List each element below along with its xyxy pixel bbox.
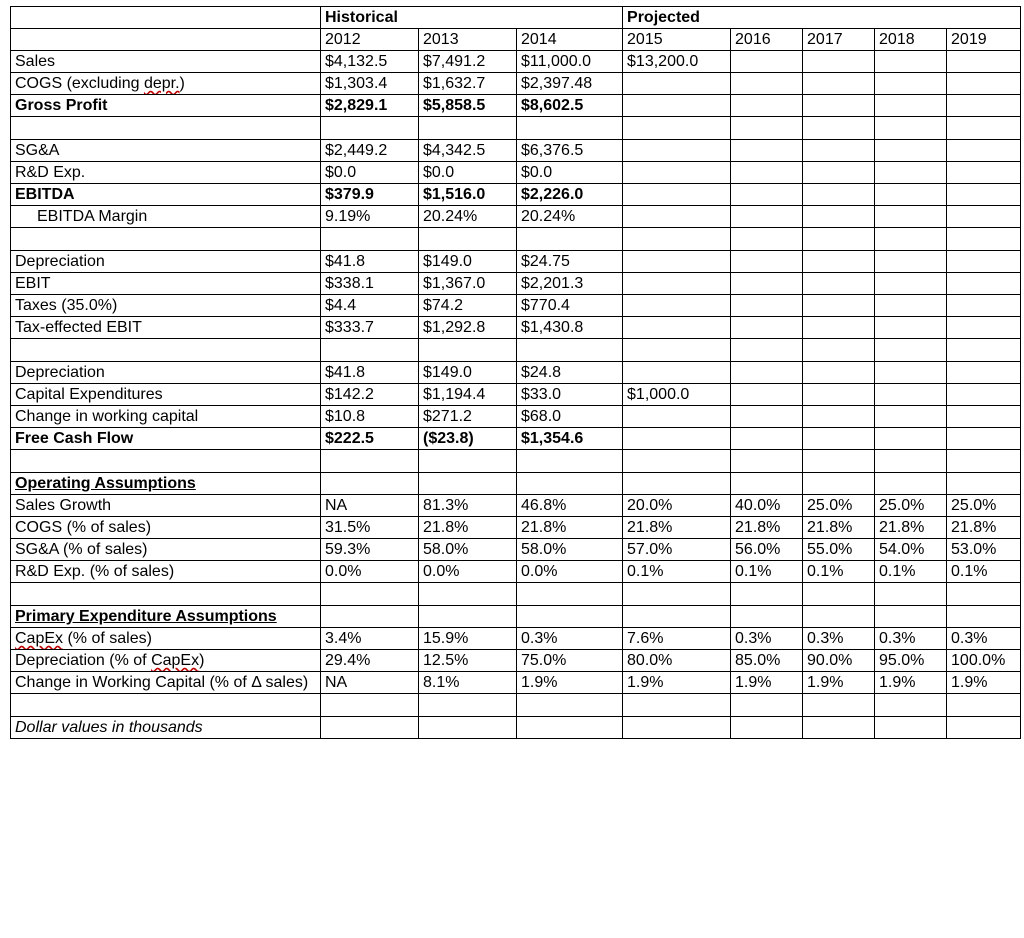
cell: 0.3% [803, 628, 875, 650]
cell: 0.3% [947, 628, 1021, 650]
cell: 53.0% [947, 539, 1021, 561]
cell: 21.8% [803, 517, 875, 539]
cell: NA [321, 672, 419, 694]
cell: $338.1 [321, 273, 419, 295]
cell: $0.0 [419, 162, 517, 184]
row-label: Change in Working Capital (% of Δ sales) [11, 672, 321, 694]
cell: 15.9% [419, 628, 517, 650]
spacer-row [11, 339, 1021, 362]
cell: $10.8 [321, 406, 419, 428]
cell: $2,449.2 [321, 140, 419, 162]
cell: 21.8% [947, 517, 1021, 539]
spacer-row [11, 450, 1021, 473]
cell: $4,132.5 [321, 51, 419, 73]
table-row [11, 384, 1021, 406]
cell: $379.9 [321, 184, 419, 206]
cell: 1.9% [947, 672, 1021, 694]
row-label: SG&A (% of sales) [11, 539, 321, 561]
cell: 0.0% [517, 561, 623, 583]
cell: 12.5% [419, 650, 517, 672]
year-2013: 2013 [419, 29, 517, 51]
table-row [11, 206, 1021, 228]
cell: 29.4% [321, 650, 419, 672]
cell: $2,201.3 [517, 273, 623, 295]
table-row [11, 539, 1021, 561]
cell: $68.0 [517, 406, 623, 428]
table-row [11, 650, 1021, 672]
cell: 0.0% [321, 561, 419, 583]
year-2019: 2019 [947, 29, 1021, 51]
cell: $5,858.5 [419, 95, 517, 117]
cell: 0.1% [947, 561, 1021, 583]
cell: 0.3% [875, 628, 947, 650]
row-label: Sales [11, 51, 321, 73]
row-label: Capital Expenditures [11, 384, 321, 406]
row-label: Tax-effected EBIT [11, 317, 321, 339]
financial-table [10, 6, 1021, 739]
cell: 80.0% [623, 650, 731, 672]
cell: 21.8% [517, 517, 623, 539]
cell: 46.8% [517, 495, 623, 517]
table-row [11, 317, 1021, 339]
cell: 25.0% [875, 495, 947, 517]
spacer-row [11, 228, 1021, 251]
cell: 20.24% [517, 206, 623, 228]
cell: 55.0% [803, 539, 875, 561]
section-header-row [11, 473, 1021, 495]
cell: $1,516.0 [419, 184, 517, 206]
cell: $222.5 [321, 428, 419, 450]
table-row [11, 51, 1021, 73]
cell: $2,829.1 [321, 95, 419, 117]
cell: $0.0 [321, 162, 419, 184]
table-row [11, 495, 1021, 517]
year-2012: 2012 [321, 29, 419, 51]
cell: ($23.8) [419, 428, 517, 450]
row-label: EBIT [11, 273, 321, 295]
cell: 0.3% [731, 628, 803, 650]
table-row [11, 73, 1021, 95]
cell: 21.8% [419, 517, 517, 539]
cell: 25.0% [803, 495, 875, 517]
cell: 95.0% [875, 650, 947, 672]
row-label: Sales Growth [11, 495, 321, 517]
cell: $2,397.48 [517, 73, 623, 95]
cell: 31.5% [321, 517, 419, 539]
cell: 21.8% [875, 517, 947, 539]
cell: 54.0% [875, 539, 947, 561]
section-header-row [11, 606, 1021, 628]
row-label: COGS (excluding depr.) [11, 73, 321, 95]
cell: $4,342.5 [419, 140, 517, 162]
cell: 9.19% [321, 206, 419, 228]
year-2018: 2018 [875, 29, 947, 51]
cell: 20.24% [419, 206, 517, 228]
footnote: Dollar values in thousands [11, 717, 321, 739]
cell: $24.75 [517, 251, 623, 273]
table-row [11, 273, 1021, 295]
cell: NA [321, 495, 419, 517]
row-label: Change in working capital [11, 406, 321, 428]
row-label: COGS (% of sales) [11, 517, 321, 539]
row-label: Depreciation [11, 251, 321, 273]
row-label: EBITDA [11, 184, 321, 206]
cell: 1.9% [517, 672, 623, 694]
table-row [11, 672, 1021, 694]
row-label: R&D Exp. (% of sales) [11, 561, 321, 583]
operating-assumptions-title: Operating Assumptions [11, 473, 321, 495]
cell: $1,430.8 [517, 317, 623, 339]
year-2016: 2016 [731, 29, 803, 51]
row-label: CapEx (% of sales) [11, 628, 321, 650]
row-label: SG&A [11, 140, 321, 162]
cell: $1,354.6 [517, 428, 623, 450]
cell: $13,200.0 [623, 51, 731, 73]
spacer-row [11, 694, 1021, 717]
year-2014: 2014 [517, 29, 623, 51]
cell: $2,226.0 [517, 184, 623, 206]
cell: $271.2 [419, 406, 517, 428]
table-row [11, 251, 1021, 273]
row-label: R&D Exp. [11, 162, 321, 184]
cell: 0.0% [419, 561, 517, 583]
cell: 40.0% [731, 495, 803, 517]
cell: 81.3% [419, 495, 517, 517]
row-label: Gross Profit [11, 95, 321, 117]
cell: 20.0% [623, 495, 731, 517]
cell: $33.0 [517, 384, 623, 406]
year-2017: 2017 [803, 29, 875, 51]
cell: 58.0% [517, 539, 623, 561]
row-label: Depreciation (% of CapEx) [11, 650, 321, 672]
cell: $74.2 [419, 295, 517, 317]
row-label: Depreciation [11, 362, 321, 384]
spacer-row [11, 583, 1021, 606]
cell: $1,292.8 [419, 317, 517, 339]
cell: $7,491.2 [419, 51, 517, 73]
footnote-row [11, 717, 1021, 739]
table-row [11, 95, 1021, 117]
cell: 3.4% [321, 628, 419, 650]
cell: 0.3% [517, 628, 623, 650]
cell: $41.8 [321, 362, 419, 384]
table-row [11, 406, 1021, 428]
cell: 57.0% [623, 539, 731, 561]
row-label: EBITDA Margin [11, 206, 321, 228]
table-row [11, 628, 1021, 650]
header-years-row [11, 29, 1021, 51]
cell: 7.6% [623, 628, 731, 650]
row-label: Free Cash Flow [11, 428, 321, 450]
cell: $149.0 [419, 362, 517, 384]
cell: 0.1% [803, 561, 875, 583]
cell: 21.8% [731, 517, 803, 539]
year-2015: 2015 [623, 29, 731, 51]
cell: 1.9% [731, 672, 803, 694]
table-row [11, 295, 1021, 317]
cell: $24.8 [517, 362, 623, 384]
header-row-1 [11, 7, 1021, 29]
table-row [11, 517, 1021, 539]
cell: $1,303.4 [321, 73, 419, 95]
row-label: Taxes (35.0%) [11, 295, 321, 317]
cell: 75.0% [517, 650, 623, 672]
cell: $6,376.5 [517, 140, 623, 162]
cell: 1.9% [803, 672, 875, 694]
cell: 59.3% [321, 539, 419, 561]
spacer-row [11, 117, 1021, 140]
cell: $41.8 [321, 251, 419, 273]
table-row [11, 428, 1021, 450]
cell: $0.0 [517, 162, 623, 184]
cell: $1,000.0 [623, 384, 731, 406]
cell: 0.1% [623, 561, 731, 583]
cell: $1,367.0 [419, 273, 517, 295]
cell: $149.0 [419, 251, 517, 273]
cell: 21.8% [623, 517, 731, 539]
primary-assumptions-title: Primary Expenditure Assumptions [11, 606, 321, 628]
cell: 85.0% [731, 650, 803, 672]
cell: 90.0% [803, 650, 875, 672]
cell: 1.9% [875, 672, 947, 694]
table-row [11, 362, 1021, 384]
cell: $142.2 [321, 384, 419, 406]
cell: $1,632.7 [419, 73, 517, 95]
cell: $333.7 [321, 317, 419, 339]
cell: $4.4 [321, 295, 419, 317]
historical-label: Historical [321, 7, 623, 29]
cell: 8.1% [419, 672, 517, 694]
cell: 58.0% [419, 539, 517, 561]
projected-label: Projected [623, 7, 1021, 29]
table-row [11, 162, 1021, 184]
table-row [11, 561, 1021, 583]
table-row [11, 140, 1021, 162]
cell: 25.0% [947, 495, 1021, 517]
table-row [11, 184, 1021, 206]
cell: 56.0% [731, 539, 803, 561]
cell: $8,602.5 [517, 95, 623, 117]
cell: 1.9% [623, 672, 731, 694]
cell: 0.1% [875, 561, 947, 583]
cell: $1,194.4 [419, 384, 517, 406]
cell: 0.1% [731, 561, 803, 583]
cell: 100.0% [947, 650, 1021, 672]
cell: $11,000.0 [517, 51, 623, 73]
cell: $770.4 [517, 295, 623, 317]
